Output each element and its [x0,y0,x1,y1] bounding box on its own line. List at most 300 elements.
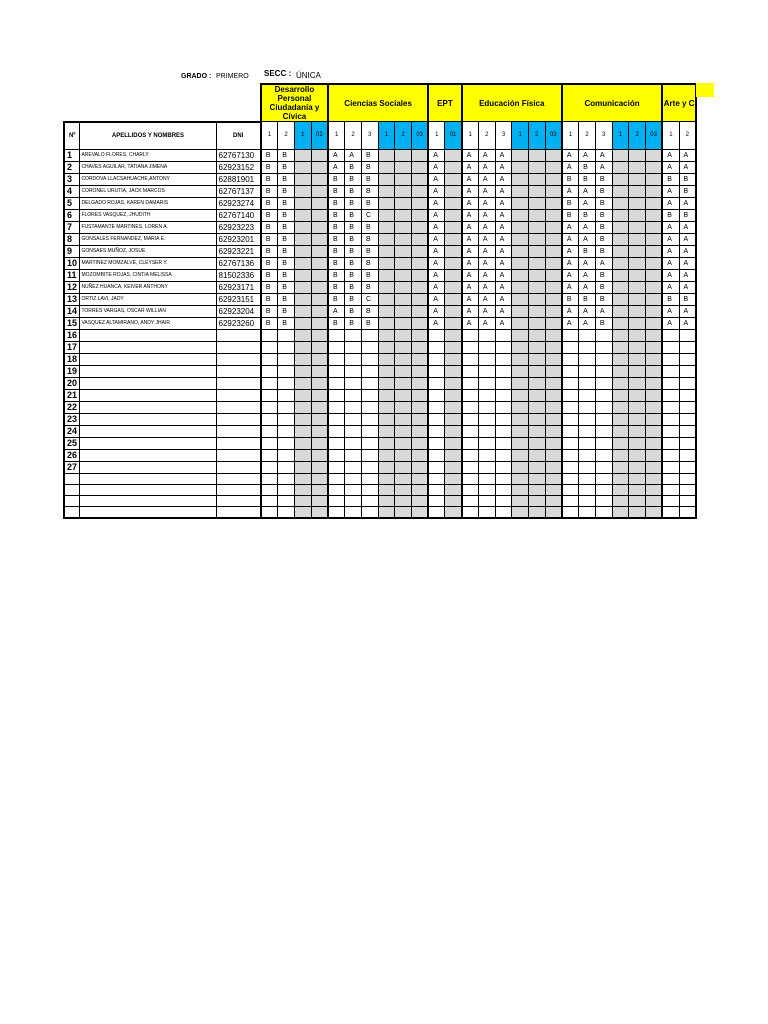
grade-cell [629,341,646,353]
grade-cell [311,245,328,257]
grade-cell [612,161,629,173]
grade-cell [579,473,596,484]
grade-cell: A [562,281,579,293]
grade-cell [445,461,462,473]
grade-cell [529,413,546,425]
student-name: MOZOMBITE ROJAS, CINTIA MELISSA [80,269,216,281]
grade-cell [445,149,462,161]
grade-cell [445,257,462,269]
grade-cell [328,365,345,377]
grade-cell [361,507,378,518]
student-name [80,413,216,425]
grade-cell: A [579,257,596,269]
grade-cell [579,377,596,389]
student-name [80,377,216,389]
grade-cell [395,507,412,518]
grade-cell [512,149,529,161]
student-dni [216,389,261,401]
grade-cell: B [278,245,295,257]
grade-cell [361,425,378,437]
grade-cell [612,461,629,473]
grade-cell [579,461,596,473]
grade-cell: A [478,269,495,281]
grade-cell: B [278,197,295,209]
grade-cell [545,173,562,185]
grade-cell: B [328,221,345,233]
grade-cell [679,353,696,365]
grade-cell [328,484,345,495]
grade-cell [629,507,646,518]
competency-number: 2 [345,122,362,150]
grade-cell [662,389,679,401]
grade-cell [529,365,546,377]
grade-cell [278,496,295,507]
competency-number: 2 [679,122,696,150]
grade-cell [512,425,529,437]
grade-cell: B [361,305,378,317]
student-number: 26 [64,449,80,461]
grade-cell [478,461,495,473]
grade-cell [512,269,529,281]
grade-cell [311,161,328,173]
student-dni [216,377,261,389]
grade-cell [294,377,311,389]
grade-cell [629,389,646,401]
grade-cell [378,365,395,377]
grade-cell [529,197,546,209]
grade-cell [311,173,328,185]
grade-cell: B [278,233,295,245]
grade-cell [662,353,679,365]
grade-cell [495,353,512,365]
grade-cell [294,341,311,353]
student-number [64,473,80,484]
grade-cell: A [462,197,479,209]
competency-number: 2 [579,122,596,150]
grade-cell: A [579,233,596,245]
grade-cell [428,353,445,365]
grade-cell: B [679,185,696,197]
grade-cell: A [562,317,579,329]
grade-cell [261,496,278,507]
grade-cell [545,245,562,257]
grade-cell: A [562,305,579,317]
area-header: Comunicación [562,84,662,122]
grade-cell [579,329,596,341]
grade-cell [378,245,395,257]
grade-cell [428,365,445,377]
grade-cell [612,149,629,161]
grade-cell: B [345,305,362,317]
grade-cell [629,425,646,437]
grade-cell [294,449,311,461]
grade-cell [512,257,529,269]
grade-cell [328,329,345,341]
grade-cell [579,389,596,401]
grade-cell: B [278,173,295,185]
grade-cell: A [462,317,479,329]
grade-cell [529,341,546,353]
grade-cell [529,389,546,401]
grade-cell [462,425,479,437]
student-number: 13 [64,293,80,305]
grade-cell [612,317,629,329]
grade-cell [545,473,562,484]
grade-cell [395,473,412,484]
grade-cell [294,161,311,173]
grade-cell: A [428,149,445,161]
student-dni [216,496,261,507]
grade-cell [345,484,362,495]
grade-cell [545,209,562,221]
grade-cell: B [278,221,295,233]
grade-cell [345,449,362,461]
competency-number: 3 [595,122,612,150]
grade-cell [294,269,311,281]
grade-cell [395,317,412,329]
grade-cell [679,377,696,389]
grade-cell [278,437,295,449]
grade-cell [361,341,378,353]
area-header: Arte y C [662,84,696,122]
grade-cell: A [478,293,495,305]
grade-cell [529,461,546,473]
grade-cell [378,461,395,473]
grade-cell [445,473,462,484]
grade-cell [412,449,429,461]
grade-cell [529,245,546,257]
grade-cell [512,401,529,413]
grade-cell: A [662,149,679,161]
grade-cell [294,496,311,507]
grade-cell [562,461,579,473]
grade-cell: A [495,317,512,329]
grade-cell [428,507,445,518]
grade-cell: B [261,257,278,269]
grade-cell [294,401,311,413]
grade-cell [395,173,412,185]
grade-cell [478,353,495,365]
student-name: FUSTAMANTE MARTINES, LOREN A. [80,221,216,233]
grade-cell: A [562,221,579,233]
grade-cell [495,389,512,401]
grade-cell [311,317,328,329]
grade-cell [495,341,512,353]
grade-cell [412,293,429,305]
competency-number: 1 [662,122,679,150]
grade-cell: A [562,185,579,197]
grade-cell [662,449,679,461]
grade-cell [512,329,529,341]
grade-cell [445,449,462,461]
grade-cell [395,197,412,209]
student-name [80,449,216,461]
grade-cell [562,425,579,437]
grade-cell [662,377,679,389]
grade-cell [612,425,629,437]
grade-cell [545,149,562,161]
grade-cell: A [495,149,512,161]
student-dni: 62923171 [216,281,261,293]
grade-cell [629,461,646,473]
grade-cell [412,461,429,473]
table-row [64,209,696,221]
grade-cell [378,161,395,173]
grade-cell: A [595,149,612,161]
grade-cell [445,317,462,329]
student-name: MARTINEZ MOMZALVE, CLEYSER Y. [80,257,216,269]
grade-cell [361,377,378,389]
student-name: VASQUEZ ALTAMIRANO, ANDY JHAIR [80,317,216,329]
grade-cell [378,185,395,197]
grade-cell [579,484,596,495]
grade-cell [495,437,512,449]
grade-cell: B [579,209,596,221]
grade-cell: A [462,269,479,281]
grade-cell [629,353,646,365]
grade-cell [311,484,328,495]
grade-cell [662,341,679,353]
grade-cell: B [261,245,278,257]
grade-cell [328,473,345,484]
grade-cell [328,389,345,401]
grade-cell [311,437,328,449]
grade-cell [412,496,429,507]
grade-cell: B [595,221,612,233]
grade-cell: A [428,317,445,329]
grade-cell: B [361,173,378,185]
grade-cell [412,305,429,317]
grade-cell [562,484,579,495]
grade-cell [579,437,596,449]
grade-cell: B [595,209,612,221]
grade-cell [679,425,696,437]
grade-cell [512,473,529,484]
grade-cell [612,437,629,449]
grade-cell [261,461,278,473]
grade-cell [545,293,562,305]
grade-cell [545,496,562,507]
grade-cell [629,197,646,209]
grade-cell [545,353,562,365]
grade-cell [629,293,646,305]
grade-cell [462,329,479,341]
grade-cell [612,413,629,425]
student-dni [216,507,261,518]
grade-cell [612,329,629,341]
student-dni: 62923260 [216,317,261,329]
student-dni [216,437,261,449]
grade-cell [612,496,629,507]
grade-cell [545,305,562,317]
grade-cell [512,461,529,473]
grade-cell [595,401,612,413]
grade-cell [478,449,495,461]
student-name [80,341,216,353]
grade-cell [378,221,395,233]
grade-cell: A [662,233,679,245]
grade-cell: A [478,185,495,197]
grade-cell [445,413,462,425]
grade-cell [462,484,479,495]
grade-cell [529,149,546,161]
competency-number: 01 [445,122,462,150]
grade-cell [646,473,663,484]
grade-cell [311,473,328,484]
grade-cell: A [662,317,679,329]
grade-cell [629,161,646,173]
grade-cell [579,507,596,518]
grade-cell [345,365,362,377]
grade-cell [629,449,646,461]
student-name: ORTIZ LAVI, JADY [80,293,216,305]
grade-cell [378,425,395,437]
grade-cell [595,507,612,518]
grade-cell: B [261,209,278,221]
grade-cell [294,461,311,473]
grade-cell [679,413,696,425]
grade-cell [679,365,696,377]
grade-cell [328,377,345,389]
grade-cell: B [328,317,345,329]
grade-cell [412,365,429,377]
grade-cell: A [478,257,495,269]
grade-cell [662,484,679,495]
grade-cell [345,461,362,473]
grade-cell [412,425,429,437]
grade-cell [662,401,679,413]
student-number [64,484,80,495]
grade-cell: B [361,257,378,269]
grade-cell [445,209,462,221]
grade-cell [428,425,445,437]
student-number: 5 [64,197,80,209]
grade-cell [612,389,629,401]
grade-cell [395,449,412,461]
grade-cell [612,293,629,305]
student-name: FLORES VASQUEZ, JHUDITH [80,209,216,221]
student-dni: 62923223 [216,221,261,233]
grade-cell [378,329,395,341]
grade-cell [646,413,663,425]
grade-cell [294,245,311,257]
grade-cell [445,245,462,257]
grade-cell [462,496,479,507]
grade-cell [311,461,328,473]
grade-cell [395,245,412,257]
grade-cell [646,317,663,329]
grade-cell [412,389,429,401]
grade-cell: A [495,245,512,257]
grade-cell: A [495,305,512,317]
table-row [64,484,696,495]
grade-cell: B [278,305,295,317]
grade-cell: A [679,197,696,209]
student-dni: 62923274 [216,197,261,209]
grade-cell [612,507,629,518]
grade-cell [512,484,529,495]
grade-cell [595,461,612,473]
area-header: Desarrollo Personal Ciudadanía y Cívica [261,84,328,122]
grade-cell [261,389,278,401]
grade-cell [294,221,311,233]
grade-cell [294,317,311,329]
grade-cell: B [328,281,345,293]
table-row [64,461,696,473]
grade-cell [512,389,529,401]
grade-cell [311,377,328,389]
grade-cell: A [562,233,579,245]
grade-cell: B [278,293,295,305]
grade-cell [512,449,529,461]
grade-cell [328,437,345,449]
grade-cell [294,173,311,185]
grade-cell: A [428,245,445,257]
grade-cell [612,305,629,317]
grade-cell [512,185,529,197]
grade-cell [612,233,629,245]
grade-cell: A [428,269,445,281]
grade-cell [478,507,495,518]
grade-cell [395,341,412,353]
grade-cell: A [562,269,579,281]
column-header-number: Nº [64,122,80,150]
student-number: 27 [64,461,80,473]
grade-cell [562,365,579,377]
grade-cell [646,449,663,461]
grade-cell [294,389,311,401]
grade-cell: B [579,161,596,173]
grade-cell [294,257,311,269]
grade-cell [395,209,412,221]
grade-cell: A [495,185,512,197]
grade-cell [612,353,629,365]
student-name [80,484,216,495]
grade-cell [495,461,512,473]
grade-cell [595,341,612,353]
grade-cell [278,461,295,473]
grade-cell [529,377,546,389]
grade-cell [261,425,278,437]
student-dni [216,329,261,341]
student-name: AREVALO FLORES, CHARLY [80,149,216,161]
grade-cell: B [278,149,295,161]
grade-cell [529,401,546,413]
grade-cell [395,401,412,413]
grade-cell [646,401,663,413]
table-row [64,473,696,484]
grade-cell: B [579,245,596,257]
student-number: 6 [64,209,80,221]
grade-cell [579,353,596,365]
grade-cell: A [462,293,479,305]
column-header-names: APELLIDOS Y NOMBRES [80,122,216,150]
grade-cell: B [345,209,362,221]
grade-cell: A [662,197,679,209]
grade-cell [529,437,546,449]
grade-cell [595,496,612,507]
grade-cell [646,329,663,341]
grade-cell [662,496,679,507]
grade-cell [529,353,546,365]
grade-cell [412,353,429,365]
grade-cell [294,473,311,484]
grade-cell [395,389,412,401]
section-value: ÚNICA [296,71,321,80]
grade-cell [646,377,663,389]
table-row [64,185,696,197]
grade-cell: A [579,317,596,329]
